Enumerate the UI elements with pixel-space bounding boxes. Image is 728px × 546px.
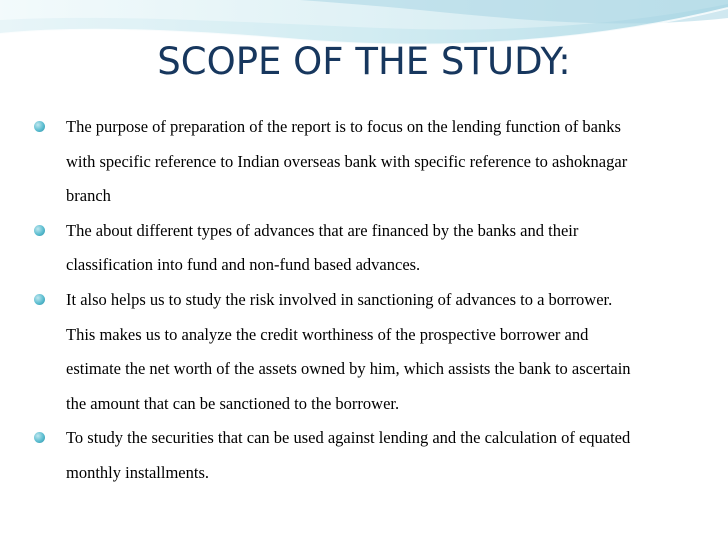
- bullet-item: [32, 214, 632, 283]
- bullet-item: [32, 421, 632, 490]
- bullet-dot-icon: [34, 432, 45, 443]
- bullet-dot-icon: [34, 121, 45, 132]
- bullet-text: The about different types of advances that are financed by the banks and their classification into fund and non-fund based advances.: [66, 220, 579, 275]
- bullet-dot-icon: [34, 225, 45, 236]
- bullet-item: [32, 283, 632, 421]
- bullet-list: [32, 110, 632, 491]
- slide-title: SCOPE OF THE STUDY:: [157, 40, 571, 83]
- bullet-text: To study the securities that can be used against lending and the calculation of equated monthly installments.: [66, 428, 631, 482]
- bullet-text: The purpose of preparation of the report is to focus on the lending function of banks with specific reference to Indian overseas bank with specific reference to ashoknagar branch: [66, 117, 628, 206]
- bullet-dot-icon: [34, 294, 45, 305]
- bullet-item: [32, 110, 632, 214]
- bullet-text: It also helps us to study the risk involved in sanctioning of advances to a borrower. This makes us to analyze the credit worthiness of the prospective borrower and estimate the net worth of the assets owned by him, which assists the bank to ascertain the amount that can be sanctioned to the borrower.: [66, 289, 631, 413]
